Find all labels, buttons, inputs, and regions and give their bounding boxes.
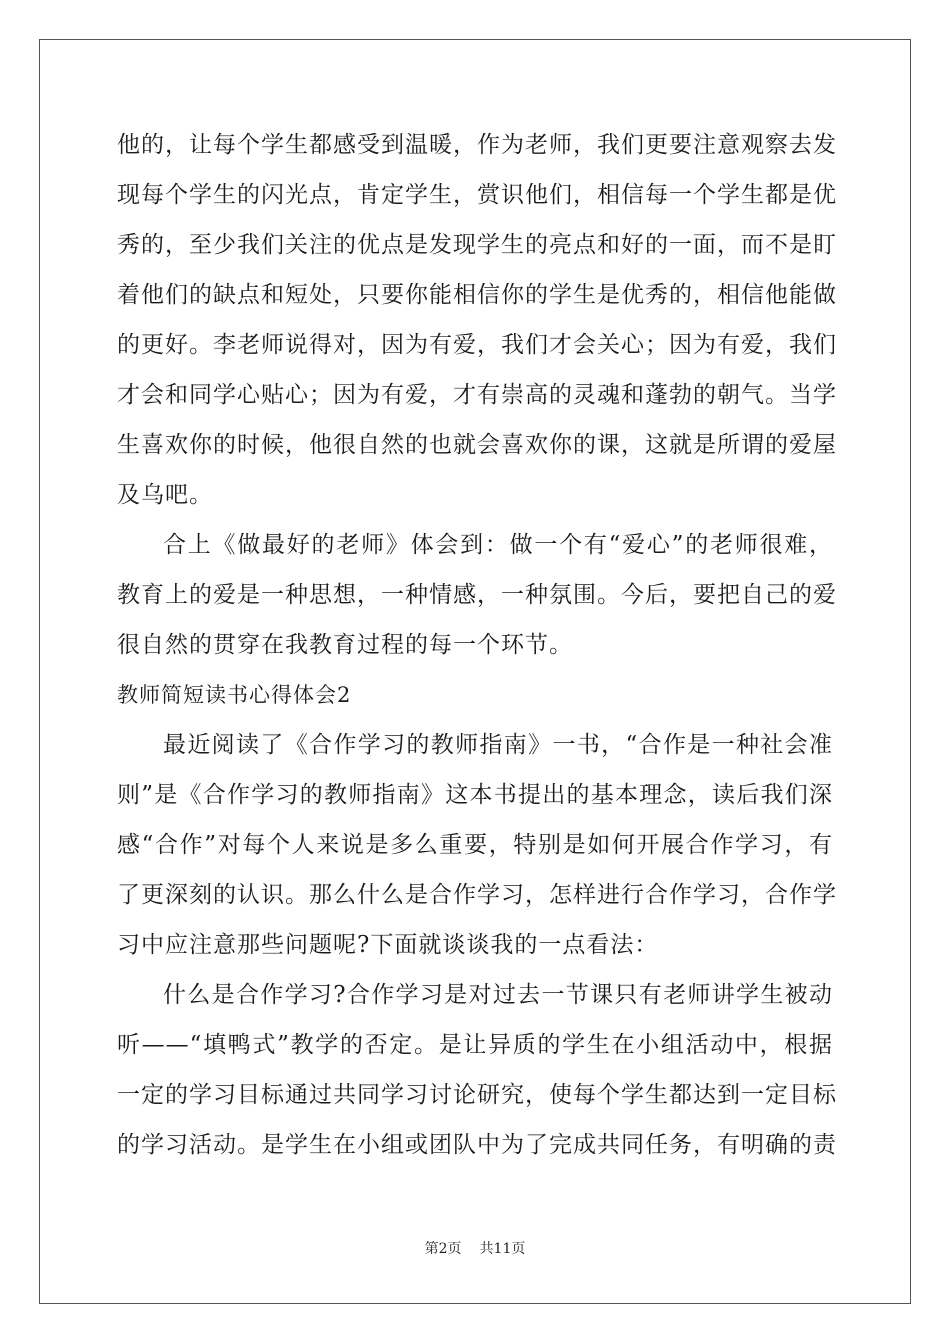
paragraph-line: 合上《做最好的老师》体会到：做一个有“爱心”的老师很难， — [163, 532, 833, 558]
paragraph-line: 秀的，至少我们关注的优点是发现学生的亮点和好的一面，而不是盯 — [117, 232, 837, 258]
paragraph-line: 听——“填鸭式”教学的否定。是让异质的学生在小组活动中，根据 — [117, 1032, 833, 1058]
paragraph-line: 教育上的爱是一种思想，一种情感，一种氛围。今后，要把自己的爱 — [117, 582, 837, 608]
paragraph-line: 的学习活动。是学生在小组或团队中为了完成共同任务，有明确的责 — [117, 1132, 837, 1158]
section-heading: 教师简短读书心得体会2 — [117, 683, 352, 707]
paragraph — [117, 970, 837, 1170]
page-footer — [0, 1238, 950, 1258]
paragraph-line: 很自然的贯穿在我教育过程的每一个环节。 — [117, 632, 573, 658]
paragraph — [117, 720, 837, 970]
paragraph-line: 及乌吧。 — [117, 482, 213, 508]
paragraph-line: 了更深刻的认识。那么什么是合作学习，怎样进行合作学习，合作学 — [117, 882, 837, 908]
paragraph-line: 现每个学生的闪光点，肯定学生，赏识他们，相信每一个学生都是优 — [117, 182, 837, 208]
paragraph-line: 着他们的缺点和短处，只要你能相信你的学生是优秀的，相信他能做 — [117, 282, 837, 308]
paragraph-line: 最近阅读了《合作学习的教师指南》一书，“合作是一种社会准 — [163, 732, 833, 758]
page-total: 共11页 — [479, 1241, 526, 1257]
paragraph-line: 习中应注意那些问题呢?下面就谈谈我的一点看法： — [117, 932, 659, 958]
paragraph-line: 感“合作”对每个人来说是多么重要，特别是如何开展合作学习，有 — [117, 832, 833, 858]
paragraph-line: 生喜欢你的时候，他很自然的也就会喜欢你的课，这就是所谓的爱屋 — [117, 432, 837, 458]
page-number: 第2页 — [424, 1241, 462, 1257]
paragraph-line: 他的，让每个学生都感受到温暖，作为老师，我们更要注意观察去发 — [117, 132, 837, 158]
paragraph-line: 则”是《合作学习的教师指南》这本书提出的基本理念，读后我们深 — [117, 782, 833, 808]
document-body — [117, 120, 837, 1170]
paragraph-line: 才会和同学心贴心；因为有爱，才有崇高的灵魂和蓬勃的朝气。当学 — [117, 382, 837, 408]
paragraph — [117, 520, 837, 670]
paragraph-line: 什么是合作学习?合作学习是对过去一节课只有老师讲学生被动 — [163, 982, 833, 1008]
paragraph — [117, 120, 837, 520]
paragraph-line: 一定的学习目标通过共同学习讨论研究，使每个学生都达到一定目标 — [117, 1082, 837, 1108]
paragraph-line: 的更好。李老师说得对，因为有爱，我们才会关心；因为有爱，我们 — [117, 332, 837, 358]
